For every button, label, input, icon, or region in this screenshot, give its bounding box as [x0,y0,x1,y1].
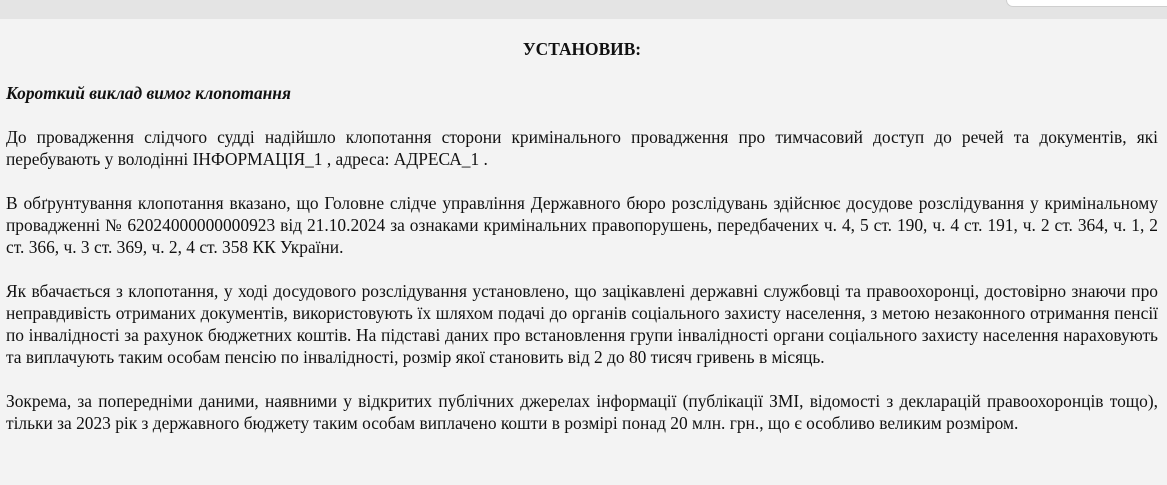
paragraph-findings: Як вбачається з клопотання, у ході досудового розслідування установлено, що зацікавлені державні службовці та правоохоронці, достовірно знаючи про неправдивість отриманих документів, використовують їх шляхом подачі до органів соціального захисту населення, з метою незаконного отримання пенсії по інвалідності за рахунок бюджетних коштів. На підставі даних про встановлення групи інвалідності органи соціального захисту населення нараховують та виплачують таким особам пенсію по інвалідності, розмір якої становить від 2 до 80 тисяч гривень в місяць. [6,281,1158,367]
paragraph-request: До провадження слідчого судді надійшло клопотання сторони кримінального провадження про тимчасовий доступ до речей та документів, які перебувають у володінні ІНФОРМАЦІЯ_1 , адреса: АДРЕСА_1 . [6,127,1158,169]
document-body [6,38,1158,434]
browser-top-bar [0,0,1167,19]
paragraph-justification: В обґрунтування клопотання вказано, що Головне слідче управління Державного бюро розслідувань здійснює досудове розслідування у кримінальному провадженні № 62024000000000923 від 21.10.2024 за ознаками кримінальних правопорушень, передбачених ч. 4, 5 ст. 190, ч. 4 ст. 191, ч. 2 ст. 364, ч. 1, 2 ст. 366, ч. 3 ст. 369, ч. 2, 4 ст. 358 КК України. [6,193,1158,257]
paragraph-details: Зокрема, за попередніми даними, наявними у відкритих публічних джерелах інформації (публікації ЗМІ, відомості з декларацій правоохоронців тощо), тільки за 2023 рік з державного бюджету таким особам виплачено кошти в розмірі понад 20 млн. грн., що є особливо великим розміром. [6,391,1158,433]
top-bar-tab-edge [1006,0,1167,7]
document-heading: УСТАНОВИВ: [522,39,642,59]
section-subheading: Короткий виклад вимог клопотання [6,83,291,103]
